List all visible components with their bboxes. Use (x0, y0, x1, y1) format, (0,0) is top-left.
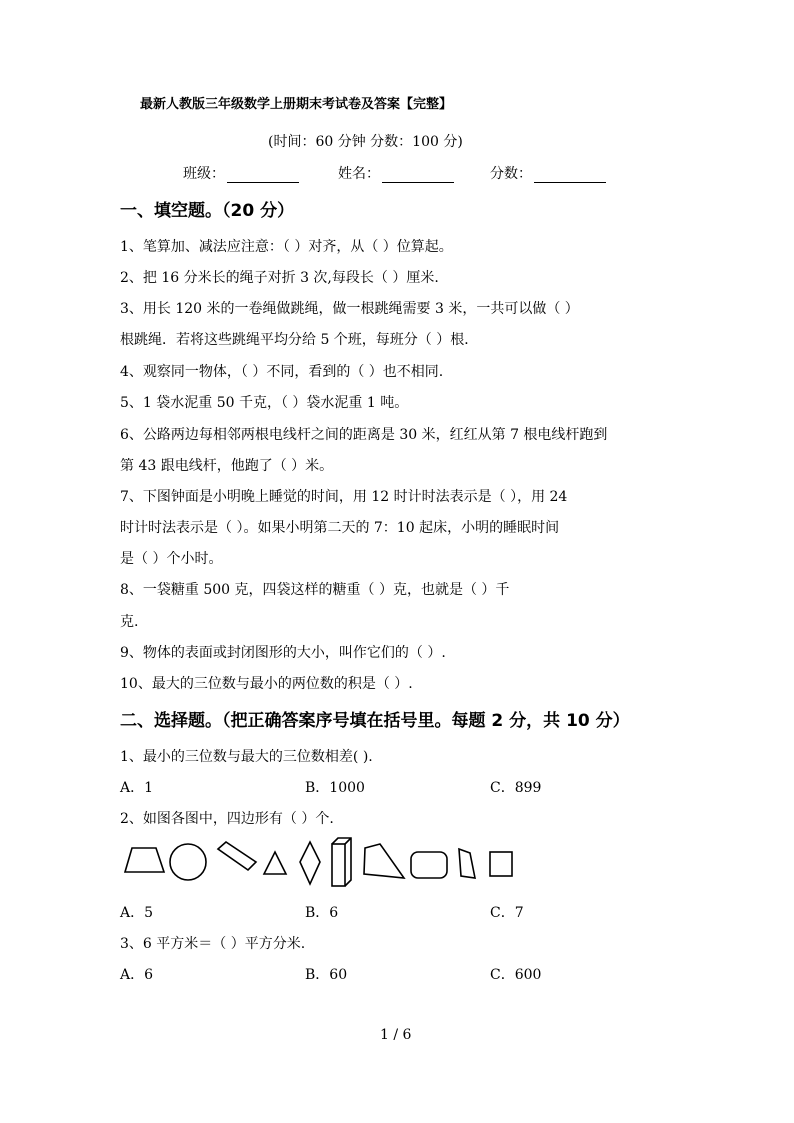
option-a[interactable]: A．5 (120, 905, 154, 921)
option-a[interactable]: A．6 (120, 967, 154, 983)
choice-question-2: 2、如图各图中，四边形有（ ）个. (120, 811, 334, 827)
option-b[interactable]: B．60 (305, 967, 348, 983)
question-line: 2、把 16 分米长的绳子对折 3 次,每段长（ ）厘米. (120, 270, 439, 286)
option-b[interactable]: B．1000 (305, 780, 365, 796)
question-line: 是（ ）个小时。 (120, 551, 223, 567)
circle-shape (170, 844, 206, 880)
class-field (183, 163, 299, 183)
question-line: 8、一袋糖重 500 克，四袋这样的糖重（ ）克，也就是（ ）千 (120, 582, 510, 598)
square-shape (490, 852, 512, 876)
name-field (338, 163, 454, 183)
option-a[interactable]: A．1 (120, 780, 154, 796)
name-label: 姓名： (338, 166, 380, 182)
question-line: 10、最大的三位数与最小的两位数的积是（ ）. (120, 676, 413, 692)
class-blank[interactable] (227, 168, 299, 183)
time-score-line: (时间：60 分钟 分数：100 分) (268, 134, 463, 150)
tilted-rectangle-shape (218, 842, 256, 870)
question-line: 时计时法表示是（ ）。如果小明第二天的 7：10 起床，小明的睡眠时间 (120, 520, 560, 536)
question-line: 9、物体的表面或封闭图形的大小，叫作它们的（ ）. (120, 645, 446, 661)
choice-question-1: 1、最小的三位数与最大的三位数相差( ). (120, 749, 373, 765)
parallelogram-shape (459, 849, 475, 878)
class-label: 班级： (183, 166, 225, 182)
question-line: 根跳绳．若将这些跳绳平均分给 5 个班，每班分（ ）根． (120, 332, 479, 348)
question-line: 6、公路两边每相邻两根电线杆之间的距离是 30 米，红红从第 7 根电线杆跑到 (120, 427, 608, 443)
cuboid-shape (332, 838, 351, 886)
page-number: 1 / 6 (380, 1027, 412, 1043)
question-line: 第 43 跟电线杆，他跑了（ ）米。 (120, 458, 334, 474)
page-title: 最新人教版三年级数学上册期末考试卷及答案【完整】 (140, 97, 453, 112)
trapezoid-shape (125, 848, 164, 872)
triangle-shape (264, 852, 286, 874)
choice-question-3: 3、6 平方米＝（ ）平方分米. (120, 936, 306, 952)
option-b[interactable]: B．6 (305, 905, 339, 921)
section-fill-blank-heading: 一、填空题。（20 分） (120, 201, 295, 221)
name-blank[interactable] (382, 168, 454, 183)
question-line: 5、1 袋水泥重 50 千克，（ ）袋水泥重 1 吨。 (120, 395, 409, 411)
section-choice-heading: 二、选择题。（把正确答案序号填在括号里。每题 2 分，共 10 分） (120, 711, 630, 731)
shapes-figure (118, 834, 518, 890)
question-line: 1、笔算加、减法应注意：（ ）对齐，从（ ）位算起。 (120, 239, 453, 255)
question-line: 4、观察同一物体，（ ）不同，看到的（ ）也不相同. (120, 364, 444, 380)
question-line: 3、用长 120 米的一卷绳做跳绳，做一根跳绳需要 3 米，一共可以做（ ） (120, 301, 579, 317)
rounded-rectangle-shape (411, 852, 447, 878)
option-c[interactable]: C．899 (490, 780, 542, 796)
question-line: 7、下图钟面是小明晚上睡觉的时间，用 12 时计时法表示是（ ），用 24 (120, 489, 568, 505)
option-c[interactable]: C．7 (490, 905, 524, 921)
option-c[interactable]: C．600 (490, 967, 542, 983)
rhombus-shape (300, 842, 320, 884)
question-line: 克. (120, 614, 139, 630)
score-label: 分数： (490, 166, 532, 182)
score-blank[interactable] (534, 168, 606, 183)
quadrilateral-shape (364, 844, 404, 878)
score-field (490, 163, 606, 183)
